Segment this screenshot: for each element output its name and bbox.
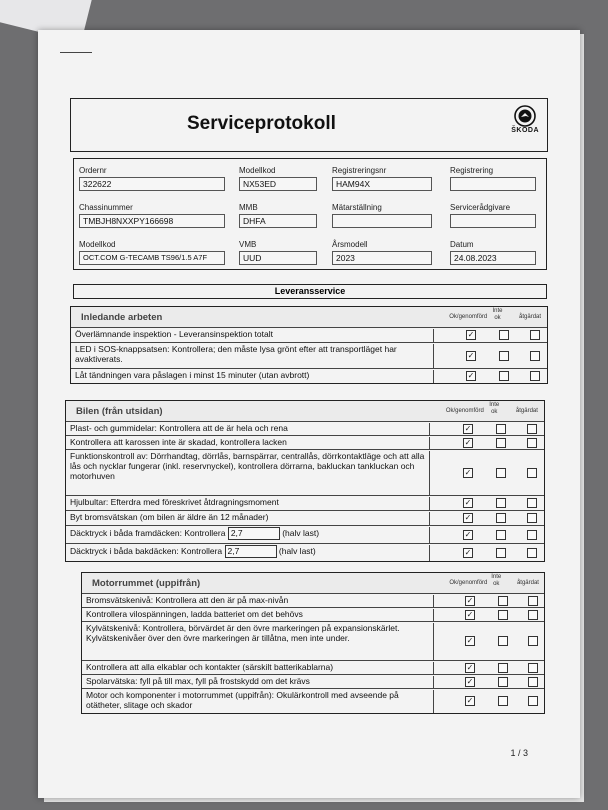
inte-ok-checkbox[interactable] [496, 498, 506, 508]
col-ok-header: Ok/genomförd [449, 580, 488, 586]
checklist-row [82, 674, 544, 688]
atgardat-checkbox[interactable] [527, 498, 537, 508]
skoda-emblem-icon [514, 105, 536, 127]
atgardat-checkbox[interactable] [528, 677, 538, 687]
col-inte-ok-header: Inte ok [489, 402, 500, 415]
checklist-item-text: Däcktryck i båda bakdäcken: Kontrollera 2,7 (halv last) [66, 545, 430, 561]
modellkod2-field: Modellkod OCT.COM G-TECAMB TS96/1.5 A7F [79, 240, 225, 265]
service-protocol-page [38, 30, 580, 798]
checklist-section [65, 400, 545, 562]
ok-checkbox[interactable]: ✓ [466, 610, 474, 619]
atgardat-checkbox[interactable] [530, 330, 540, 340]
inte-ok-checkbox[interactable] [496, 513, 506, 523]
ok-checkbox[interactable]: ✓ [464, 513, 472, 522]
col-atgardat-header: åtgärdat [515, 408, 538, 414]
checklist-row [66, 449, 544, 495]
inte-ok-checkbox[interactable] [496, 468, 506, 478]
checklist-item-text: LED i SOS-knappsatsen: Kontrollera; den måste lysa grönt efter att transportläget har avaktiverats. [71, 344, 434, 368]
page-number: 1 / 3 [510, 748, 528, 758]
servicerad-value[interactable] [450, 214, 536, 228]
checklist-item-text: Byt bromsvätskan (om bilen är äldre än 12 månader) [66, 512, 430, 525]
mmb-value[interactable]: DHFA [239, 214, 317, 228]
tyre-pressure-input[interactable]: 2,7 [225, 545, 277, 558]
brand-name: ŠKODA [511, 127, 539, 134]
inte-ok-checkbox[interactable] [496, 530, 506, 540]
ok-checkbox[interactable]: ✓ [464, 548, 472, 557]
checklist-item-text: Kontrollera att alla elkablar och kontakter (särskilt batterikablarna) [82, 662, 434, 674]
modellkod-field: Modellkod NX53ED [239, 166, 317, 191]
ok-checkbox[interactable]: ✓ [464, 498, 472, 507]
ok-checkbox[interactable]: ✓ [466, 596, 474, 605]
section-title: Inledande arbeten [81, 312, 163, 323]
inte-ok-checkbox[interactable] [496, 438, 506, 448]
ok-checkbox[interactable]: ✓ [467, 351, 475, 360]
ok-checkbox[interactable]: ✓ [464, 424, 472, 433]
atgardat-checkbox[interactable] [527, 513, 537, 523]
checklist-item-text: Överlämnande inspektion - Leveransinspektion totalt [71, 329, 434, 342]
col-inte-ok-header: Inte ok [491, 574, 502, 587]
checklist-item-text: Hjulbultar: Efterdra med föreskrivet åtdragningsmoment [66, 497, 430, 510]
regnr-value[interactable]: HAM94X [332, 177, 432, 191]
checklist-row [82, 688, 544, 713]
section-title: Motorrummet (uppifrån) [92, 578, 201, 589]
col-ok-header: Ok/genomförd [449, 314, 488, 320]
ok-checkbox[interactable]: ✓ [464, 468, 472, 477]
checklist-row [66, 510, 544, 525]
datum-field: Datum 24.08.2023 [450, 240, 536, 265]
checklist-row [66, 421, 544, 435]
atgardat-checkbox[interactable] [527, 468, 537, 478]
checklist-item-text: Bromsvätskenivå: Kontrollera att den är på max-nivån [82, 595, 434, 607]
inte-ok-checkbox[interactable] [498, 677, 508, 687]
registrering-field: Registrering [450, 166, 536, 191]
arsmodell-value[interactable]: 2023 [332, 251, 432, 265]
atgardat-checkbox[interactable] [530, 351, 540, 361]
checklist-section [81, 572, 545, 714]
inte-ok-checkbox[interactable] [496, 424, 506, 434]
vmb-field: VMB UUD [239, 240, 317, 265]
chassi-value[interactable]: TMBJH8NXXPY166698 [79, 214, 225, 228]
atgardat-checkbox[interactable] [528, 610, 538, 620]
checklist-item-text: Däcktryck i båda framdäcken: Kontrollera 2,7 (halv last) [66, 527, 430, 543]
checklist-row [71, 368, 547, 383]
page-title: Serviceprotokoll [187, 113, 336, 134]
checklist-section [70, 306, 548, 384]
checklist-row [66, 525, 544, 543]
atgardat-checkbox[interactable] [527, 548, 537, 558]
header-box [70, 98, 548, 152]
ok-checkbox[interactable]: ✓ [467, 330, 475, 339]
matar-value[interactable] [332, 214, 432, 228]
inte-ok-checkbox[interactable] [498, 663, 508, 673]
atgardat-checkbox[interactable] [528, 596, 538, 606]
checklist-item-text: Spolarvätska: fyll på till max, fyll på frostskydd om det krävs [82, 676, 434, 688]
atgardat-checkbox[interactable] [527, 424, 537, 434]
regnr-field: Registreringsnr HAM94X [332, 166, 432, 191]
vehicle-info-box [73, 158, 547, 270]
ok-checkbox[interactable]: ✓ [466, 696, 474, 705]
atgardat-checkbox[interactable] [527, 530, 537, 540]
checklist-row [66, 543, 544, 561]
modellkod2-value[interactable]: OCT.COM G-TECAMB TS96/1.5 A7F [79, 251, 225, 265]
tyre-pressure-input[interactable]: 2,7 [228, 527, 280, 540]
atgardat-checkbox[interactable] [530, 371, 540, 381]
checklist-row [82, 660, 544, 674]
inte-ok-checkbox[interactable] [499, 330, 509, 340]
atgardat-checkbox[interactable] [528, 663, 538, 673]
checklist-row [82, 621, 544, 660]
datum-value[interactable]: 24.08.2023 [450, 251, 536, 265]
ok-checkbox[interactable]: ✓ [466, 636, 474, 645]
ok-checkbox[interactable]: ✓ [466, 677, 474, 686]
atgardat-checkbox[interactable] [528, 696, 538, 706]
checklist-row [82, 607, 544, 621]
modellkod-value[interactable]: NX53ED [239, 177, 317, 191]
checklist-item-text: Funktionskontroll av: Dörrhandtag, dörrlås, barnspärrar, centrallås, dörrkontaktläge och att alla lås och nycklar fungerar (inkl. reservnyckel), kontrollera dörrarna, bakluckan tankluckan och motorhuven [66, 451, 430, 495]
atgardat-checkbox[interactable] [527, 438, 537, 448]
checklist-item-text: Kylvätskenivå: Kontrollera, börvärdet är den övre markeringen på expansionskärlet. Kylvätskenivåer över den övre markeringen är tillåtna, men inte under. [82, 623, 434, 660]
checklist-row [66, 435, 544, 449]
inte-ok-checkbox[interactable] [498, 610, 508, 620]
inte-ok-checkbox[interactable] [499, 371, 509, 381]
arsmodell-field: Årsmodell 2023 [332, 240, 432, 265]
registrering-value[interactable] [450, 177, 536, 191]
ok-checkbox[interactable]: ✓ [464, 530, 472, 539]
inte-ok-checkbox[interactable] [496, 548, 506, 558]
skoda-logo [511, 105, 539, 134]
section-header [82, 573, 544, 593]
chassi-field: Chassinummer TMBJH8NXXPY166698 [79, 203, 225, 228]
leveransservice-title: Leveransservice [73, 284, 547, 299]
col-inte-ok-header: Inte ok [492, 308, 503, 321]
checklist-item-text: Motor och komponenter i motorrummet (uppifrån): Okulärkontroll med avseende på otätheter, slitage och skador [82, 690, 434, 713]
checklist-row [71, 327, 547, 342]
matar-field: Mätarställning [332, 203, 432, 228]
inte-ok-checkbox[interactable] [498, 636, 508, 646]
mmb-field: MMB DHFA [239, 203, 317, 228]
atgardat-checkbox[interactable] [528, 636, 538, 646]
inte-ok-checkbox[interactable] [499, 351, 509, 361]
col-atgardat-header: åtgärdat [519, 314, 542, 320]
inte-ok-checkbox[interactable] [498, 596, 508, 606]
servicerad-field: Servicerådgivare [450, 203, 536, 228]
checklist-item-text: Plast- och gummidelar: Kontrollera att de är hela och rena [66, 423, 430, 435]
checklist-item-text: Kontrollera att karossen inte är skadad, kontrollera lacken [66, 437, 430, 449]
checklist-row [66, 495, 544, 510]
ordernr-field: Ordernr 322622 [79, 166, 225, 191]
ok-checkbox[interactable]: ✓ [464, 438, 472, 447]
ordernr-value[interactable]: 322622 [79, 177, 225, 191]
checklist-row [82, 593, 544, 607]
col-ok-header: Ok/genomförd [445, 408, 484, 414]
checklist-row [71, 342, 547, 368]
section-title: Bilen (från utsidan) [76, 406, 163, 417]
section-header [71, 307, 547, 327]
vmb-value[interactable]: UUD [239, 251, 317, 265]
inte-ok-checkbox[interactable] [498, 696, 508, 706]
ok-checkbox[interactable]: ✓ [467, 371, 475, 380]
checklist-item-text: Kontrollera vilospänningen, ladda batteriet om det behövs [82, 609, 434, 621]
checklist-item-text: Låt tändningen vara påslagen i minst 15 minuter (utan avbrott) [71, 370, 434, 383]
pen-mark [60, 52, 92, 53]
ok-checkbox[interactable]: ✓ [466, 663, 474, 672]
section-header [66, 401, 544, 421]
col-atgardat-header: åtgärdat [516, 580, 539, 586]
